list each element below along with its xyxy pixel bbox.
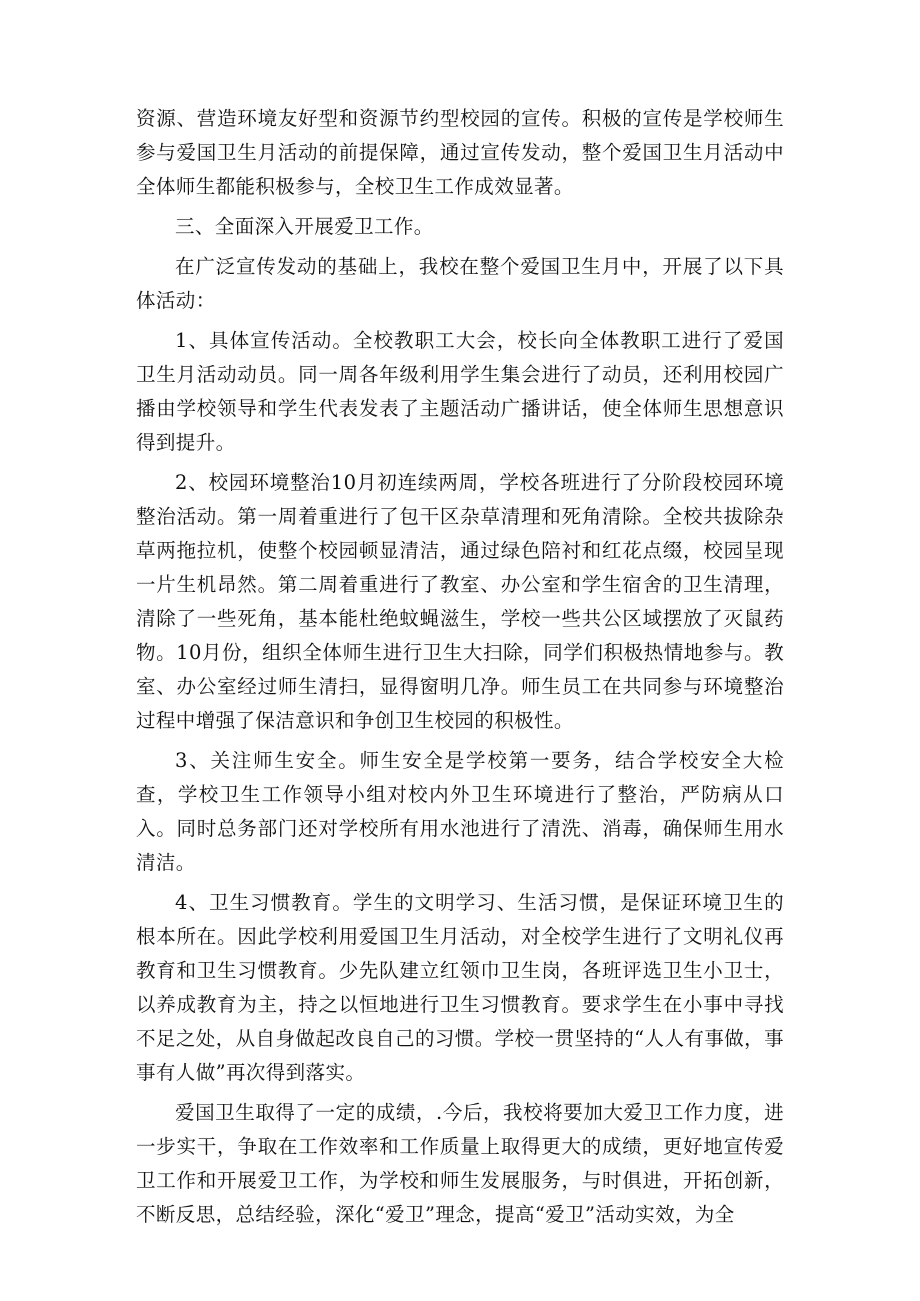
- paragraph-conclusion: 爱国卫生取得了一定的成绩，.今后，我校将要加大爱卫工作力度，进一步实干，争取在工作效率和工作质量上取得更大的成绩，更好地宣传爱卫工作和开展爱卫工作，为学校和师生发展服务，与时俱进，开拓创新，不断反思，总结经验，深化“爱卫”理念，提高“爱卫”活动实效，为全: [136, 1101, 784, 1226]
- paragraph-item-2: 2、校园环境整治10月初连续两周，学校各班进行了分阶段校园环境整治活动。第一周着重进行了包干区杂草清理和死角清除。全校共拔除杂草两拖拉机，使整个校园顿显清洁，通过绿色陪衬和红花点缀，校园呈现一片生机昂然。第二周着重进行了教室、办公室和学生宿舍的卫生清理，清除了一些死角，基本能杜绝蚊蝇滋生，学校一些共公区域摆放了灭鼠药物。10月份，组织全体师生进行卫生大扫除，同学们积极热情地参与。教室、办公室经过师生清扫，显得窗明几净。师生员工在共同参与环境整治过程中增强了保洁意识和争创卫生校园的积极性。: [136, 471, 784, 732]
- paragraph-item-4: 4、卫生习惯教育。学生的文明学习、生活习惯，是保证环境卫生的根本所在。因此学校利用爱国卫生月活动，对全校学生进行了文明礼仪再教育和卫生习惯教育。少先队建立红领巾卫生岗，各班评选卫生小卫士，以养成教育为主，持之以恒地进行卫生习惯教育。要求学生在小事中寻找不足之处，从自身做起改良自己的习惯。学校一贯坚持的“人人有事做，事事有人做”再次得到落实。: [136, 891, 784, 1084]
- paragraph-intro: 在广泛宣传发动的基础上，我校在整个爱国卫生月中，开展了以下具体活动：: [136, 255, 784, 312]
- section-heading-3: 三、全面深入开展爱卫工作。: [175, 215, 434, 238]
- document-page: [136, 102, 784, 1238]
- paragraph-item-1: 1、具体宣传活动。全校教职工大会，校长向全体教职工进行了爱国卫生月活动动员。同一周各年级利用学生集会进行了动员，还利用校园广播由学校领导和学生代表发表了主题活动广播讲话，使全体师生思想意识得到提升。: [136, 329, 784, 454]
- paragraph-1: 资源、营造环境友好型和资源节约型校园的宣传。积极的宣传是学校师生参与爱国卫生月活动的前提保障，通过宣传发动，整个爱国卫生月活动中全体师生都能积极参与，全校卫生工作成效显著。: [136, 107, 784, 198]
- paragraph-item-3: 3、关注师生安全。师生安全是学校第一要务，结合学校安全大检查，学校卫生工作领导小组对校内外卫生环境进行了整治，严防病从口入。同时总务部门还对学校所有用水池进行了清洗、消毒，确保师生用水清洁。: [136, 749, 784, 874]
